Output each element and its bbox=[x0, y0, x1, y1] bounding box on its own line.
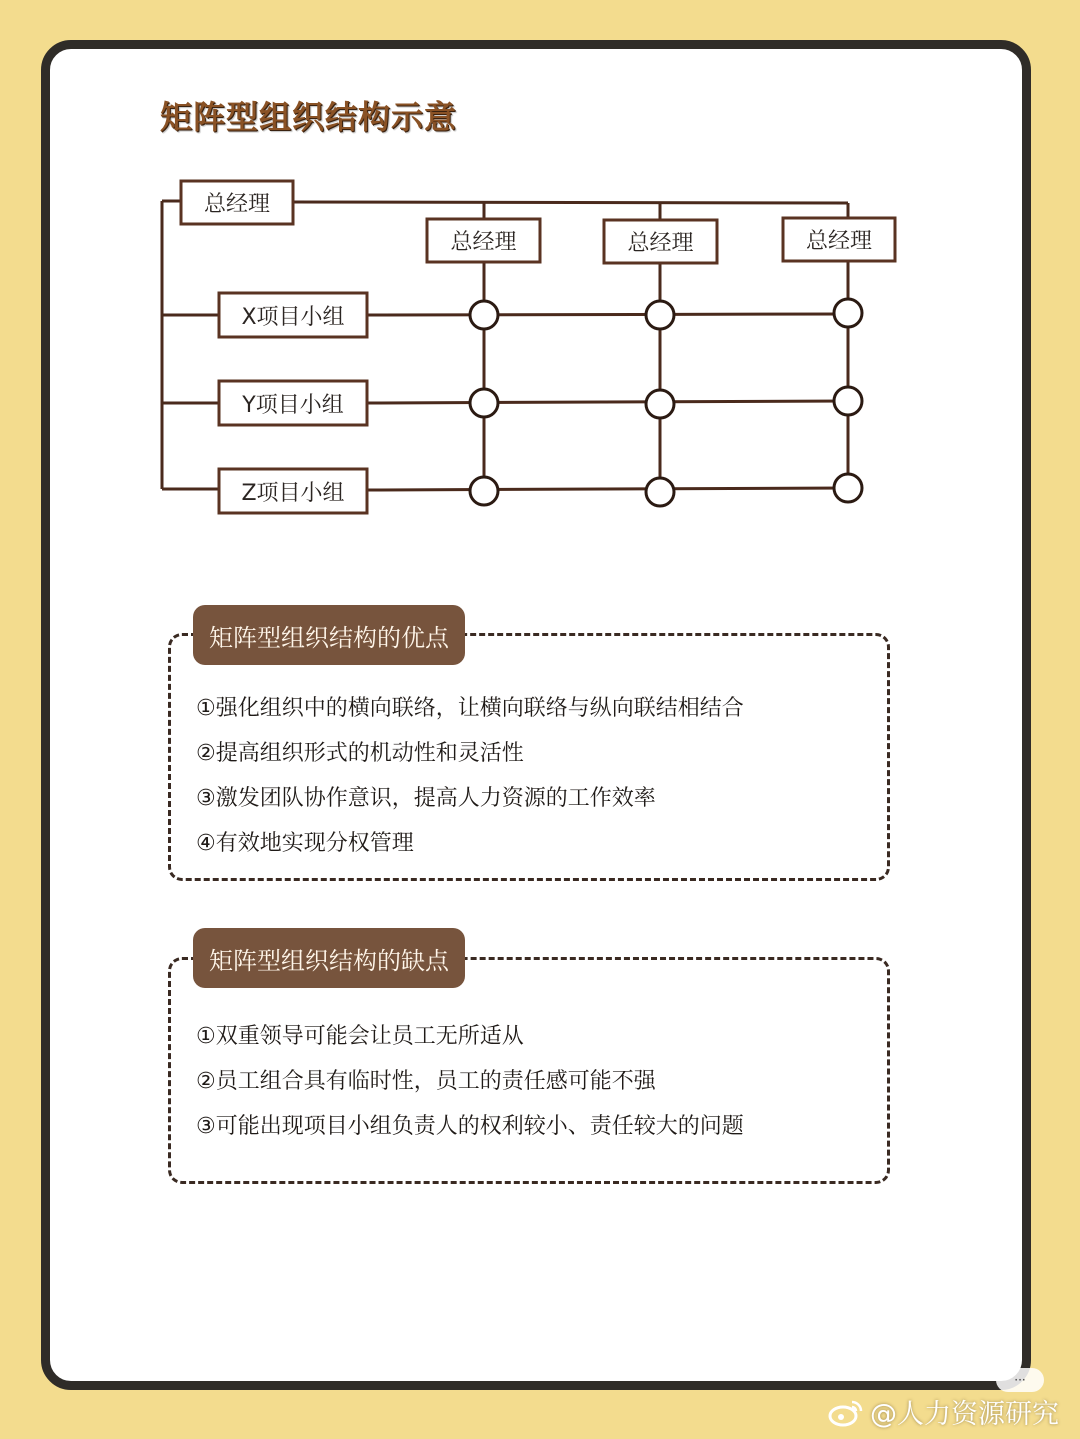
project-team-z-box: Z项目小组 bbox=[241, 480, 345, 506]
disadvantage-item-3: ③可能出现项目小组负责人的权利较小、责任较大的问题 bbox=[196, 1114, 744, 1139]
weibo-icon bbox=[828, 1397, 864, 1427]
advantage-item-3: ③激发团队协作意识，提高人力资源的工作效率 bbox=[196, 786, 656, 811]
disadvantages-heading: 矩阵型组织结构的缺点 bbox=[193, 928, 465, 988]
watermark-text: @人力资源研究 bbox=[870, 1399, 1059, 1430]
disadvantage-item-1: ①双重领导可能会让员工无所适从 bbox=[196, 1024, 524, 1049]
matrix-node bbox=[834, 387, 862, 415]
project-team-x-box: X项目小组 bbox=[241, 304, 345, 330]
page-title: 矩阵型组织结构示意 bbox=[160, 98, 458, 136]
matrix-node bbox=[646, 390, 674, 418]
matrix-diagram bbox=[0, 0, 1080, 560]
matrix-node bbox=[646, 301, 674, 329]
advantage-item-2: ②提高组织形式的机动性和灵活性 bbox=[196, 741, 524, 766]
top-manager-box: 总经理 bbox=[203, 192, 270, 217]
project-team-y-box: Y项目小组 bbox=[242, 392, 344, 418]
corner-badge: ··· bbox=[996, 1368, 1044, 1392]
matrix-node bbox=[834, 299, 862, 327]
functional-manager-box-2: 总经理 bbox=[627, 231, 694, 256]
matrix-node bbox=[646, 478, 674, 506]
advantages-heading: 矩阵型组织结构的优点 bbox=[193, 605, 465, 665]
matrix-node bbox=[470, 477, 498, 505]
matrix-node bbox=[470, 301, 498, 329]
functional-manager-box-3: 总经理 bbox=[805, 229, 872, 254]
watermark bbox=[828, 1392, 1059, 1431]
matrix-node bbox=[834, 474, 862, 502]
functional-manager-box-1: 总经理 bbox=[450, 230, 517, 255]
disadvantage-item-2: ②员工组合具有临时性，员工的责任感可能不强 bbox=[196, 1069, 656, 1094]
matrix-node bbox=[470, 389, 498, 417]
advantage-item-4: ④有效地实现分权管理 bbox=[196, 831, 414, 856]
advantage-item-1: ①强化组织中的横向联络，让横向联络与纵向联结相结合 bbox=[196, 696, 744, 721]
